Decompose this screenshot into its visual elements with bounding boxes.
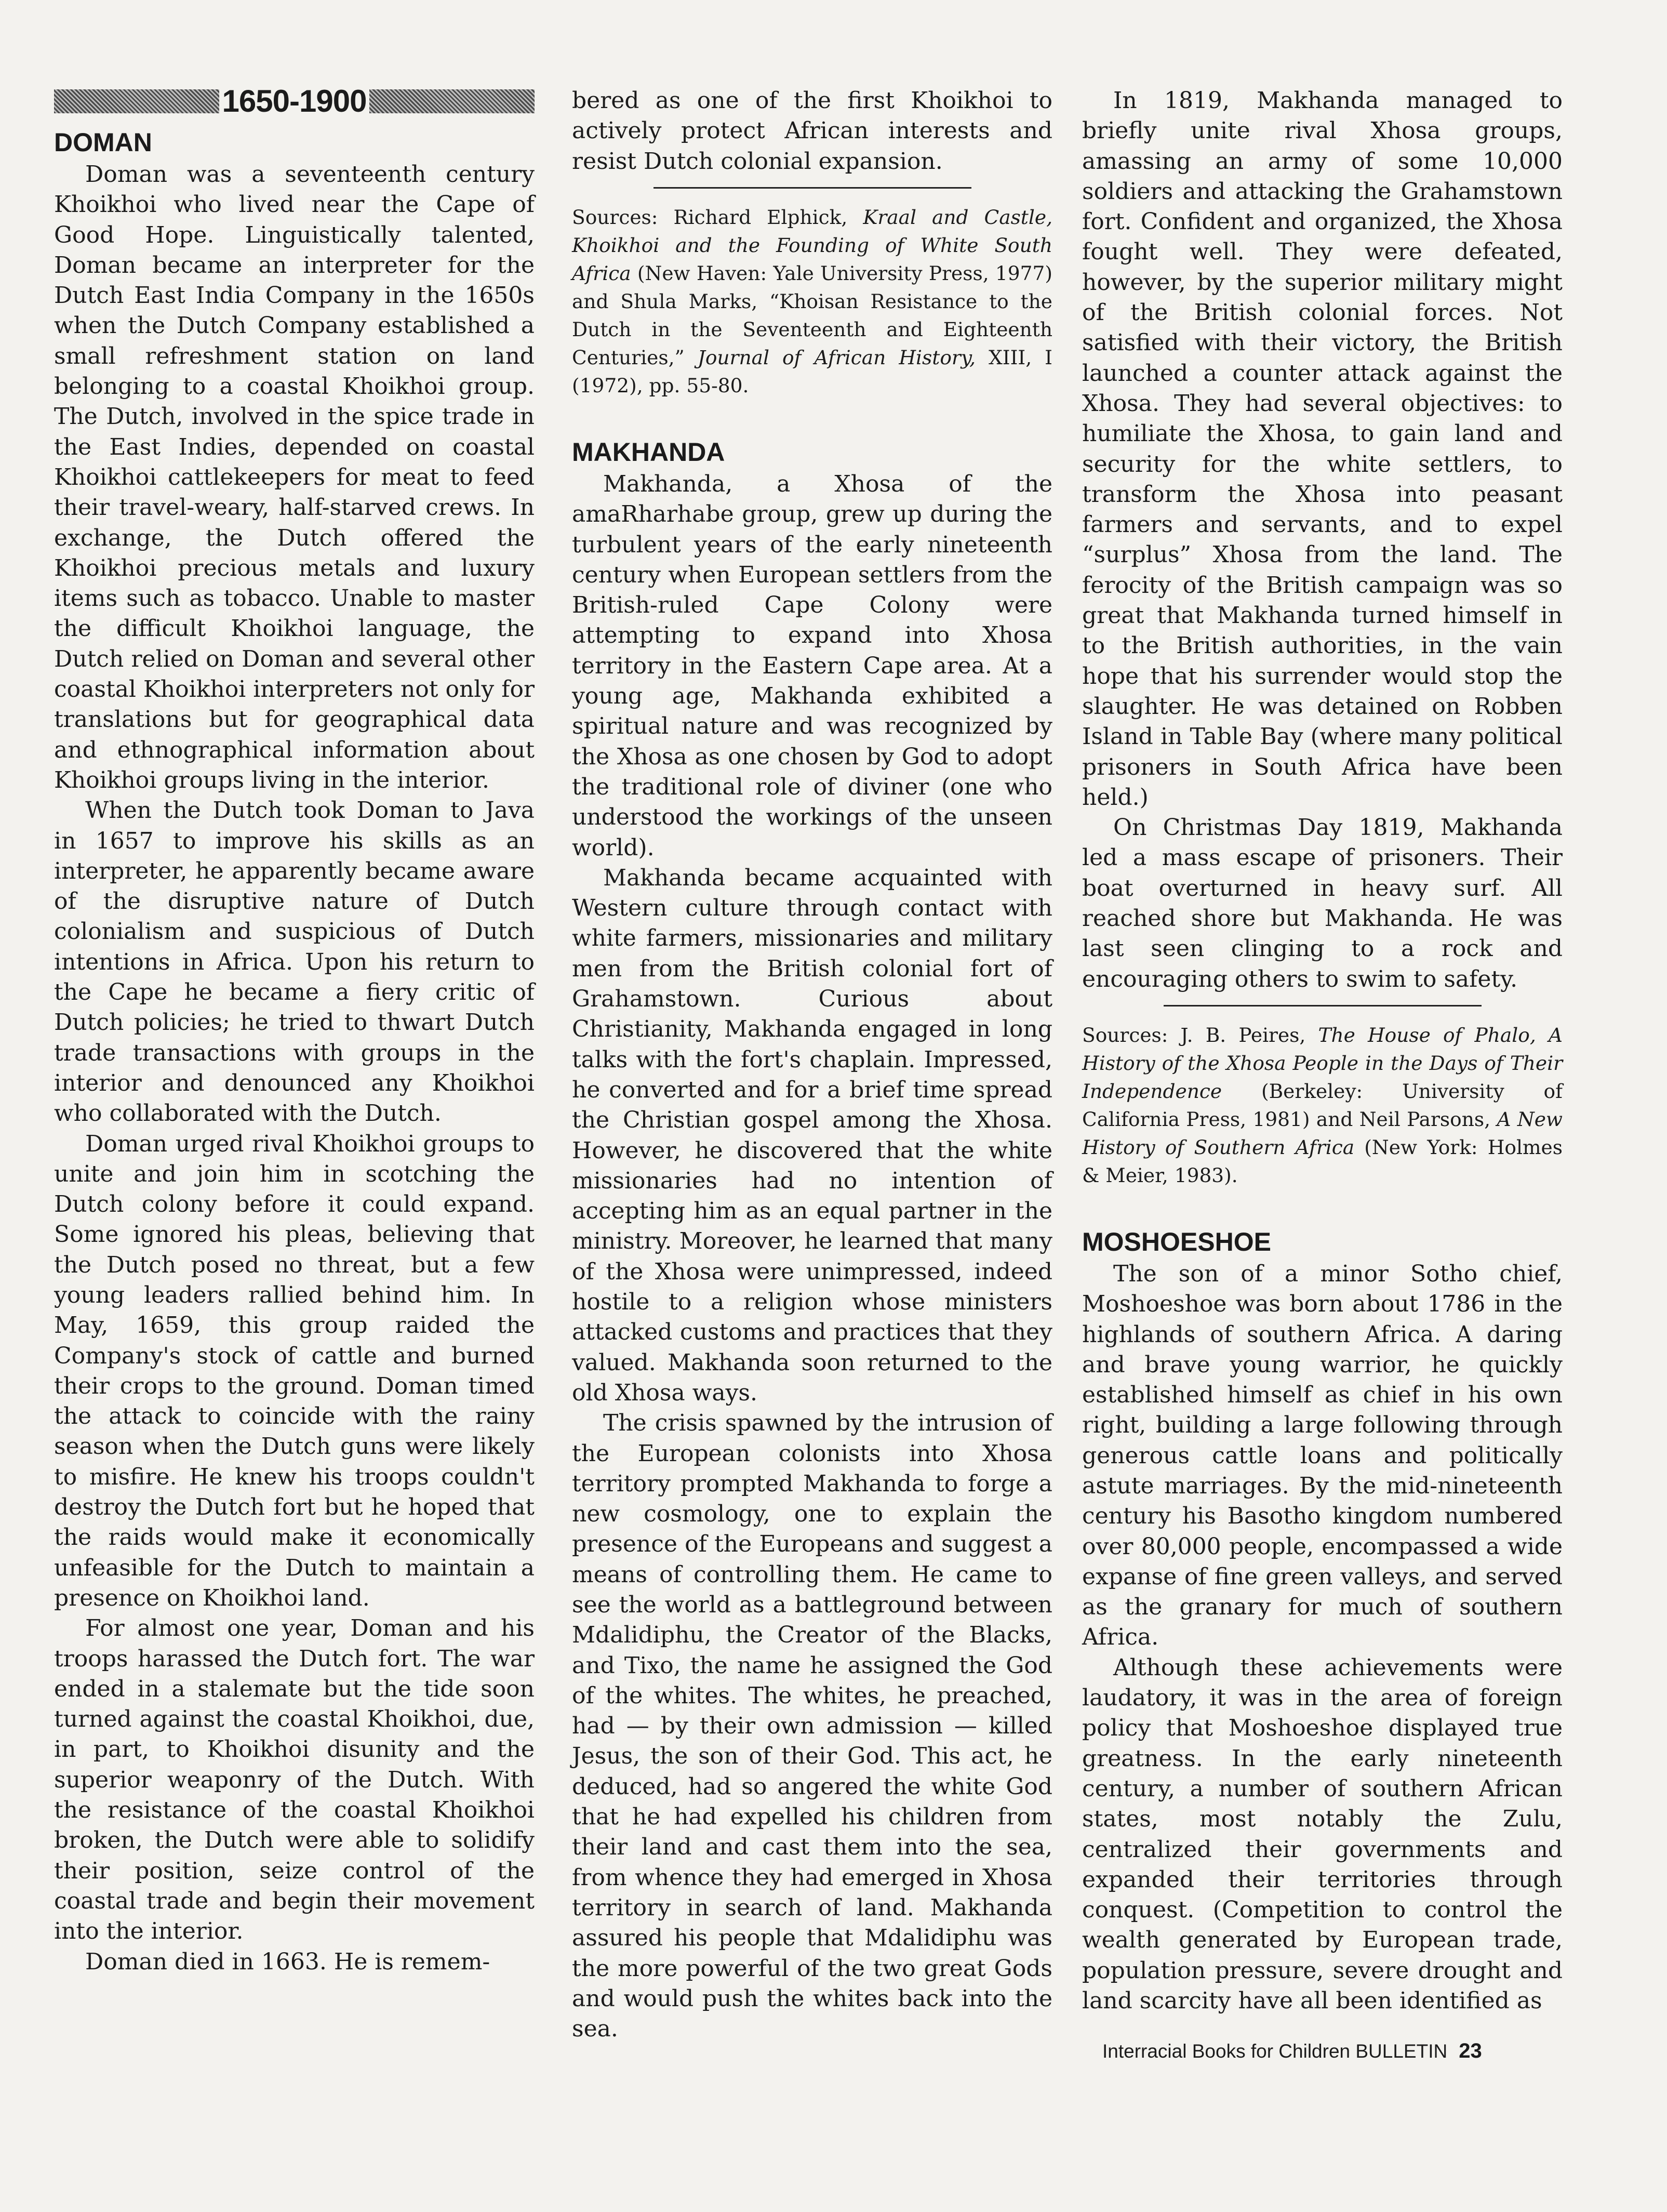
- makhanda-sources: [1082, 1021, 1563, 1189]
- doman-paragraph: For almost one year, Doman and his troops harassed the Dutch fort. The war ended in a stalemate but the tide soon turned against the coastal Khoikhoi, due, in part, to Khoikhoi disunity and the superior weaponry of the Dutch. With the resistance of the coastal Khoikhoi broken, the Dutch were able to solidify their position, seize control of the coastal trade and begin their movement into the interior.: [54, 1615, 535, 1945]
- banner-left-pattern: [54, 89, 219, 113]
- sources-text: (Berkeley: University of California Press, 1981) and Neil Parsons,: [1082, 1079, 1563, 1131]
- section-divider: [1164, 1005, 1482, 1006]
- makhanda-paragraph: Makhanda, a Xhosa of the amaRharhabe group, grew up during the turbulent years of the early nineteenth century when European settlers from the British-ruled Cape Colony were attempting to expand into Xhosa territory in the Eastern Cape area. At a young age, Makhanda exhibited a spiritual nature and was recognized by the Xhosa as one chosen by God to adopt the traditional role of diviner (one who understood the workings of the unseen world).: [572, 471, 1052, 861]
- makhanda-paragraph: In 1819, Makhanda managed to briefly unite rival Xhosa groups, amassing an army of some 10,000 soldiers and attacking the Grahamstown fort. Confident and organized, the Xhosa fought well. They were defeated, however, by the superior military might of the British colonial forces. Not satisfied with their victory, the British launched a counter attack against the Xhosa. They had several objectives: to humiliate the Xhosa, to gain land and security for the white settlers, to transform the Xhosa into peasant farmers and servants, and to expel “surplus” Xhosa from the land. The ferocity of the British campaign was so great that Makhanda turned himself in to the British authorities, in the vain hope that his surrender would stop the slaughter. He was detained on Robben Island in Table Bay (where many political prisoners in South Africa have been held.): [1082, 87, 1563, 811]
- sources-text: Sources: J. B. Peires,: [1082, 1023, 1318, 1047]
- doman-paragraph-continued: [572, 86, 1052, 177]
- doman-paragraph: When the Dutch took Doman to Java in 1657 to improve his skills as an interpreter, he apparently became aware of the disruptive nature of Dutch colonialism and suspicious of Dutch intentions in Africa. Upon his return to the Cape he became a fiery critic of Dutch policies; he tried to thwart Dutch trade transactions with groups in the interior and denounced any Khoikhoi who collaborated with the Dutch.: [54, 797, 535, 1127]
- sources-text: XIII, I (1972), pp. 55-80.: [572, 346, 1052, 397]
- section-divider: [654, 187, 971, 189]
- makhanda-paragraph: The crisis spawned by the intrusion of the European colonists into Xhosa territory prompted Makhanda to forge a new cosmology, one to explain the presence of the Europeans and suggest a means of controlling them. He came to see the world as a battleground between Mdalidiphu, the Creator of the Blacks, and Tixo, the name he assigned the God of the whites. The whites, he preached, had — by their own admission — killed Jesus, the son of their God. This act, he deduced, had so angered the white God that he had expelled his children from their land and cast them into the sea, from whence they had emerged in Xhosa territory in search of land. Makhanda assured his people that Mdalidiphu was the more powerful of the two great Gods and would push the whites back into the sea.: [572, 1410, 1052, 2043]
- sources-text: Sources: Richard Elphick,: [572, 206, 863, 229]
- page-number: 23: [1459, 2039, 1482, 2062]
- era-banner: [54, 83, 535, 118]
- sources-text: (New Haven: Yale University Press, 1977) and Shula Marks, “Khoisan Resistance to the Dutch in the Seventeenth and Eighteenth Centuries,”: [572, 262, 1052, 369]
- doman-last-text: Doman died in 1663. He is remem-: [85, 1948, 490, 1975]
- doman-continued-text: bered as one of the first Khoikhoi to actively protect African interests and resist Dutch colonial expansion.: [572, 87, 1052, 175]
- sources-text: (New York: Holmes & Meier, 1983).: [1082, 1135, 1563, 1187]
- sources-book-title: A New History of Southern Africa: [1082, 1107, 1563, 1159]
- banner-right-pattern: [369, 89, 535, 113]
- column-3: [1082, 86, 1563, 2016]
- doman-paragraph-last: [54, 1947, 535, 1977]
- doman-paragraph: Doman was a seventeenth century Khoikhoi who lived near the Cape of Good Hope. Linguistically talented, Doman became an interpreter for the Dutch East India Company in the 1650s when the Dutch Company established a small refreshment station on land belonging to a coastal Khoikhoi group. The Dutch, involved in the spice trade in the East Indies, depended on coastal Khoikhoi cattlekeepers for meat to feed their travel-weary, half-starved crews. In exchange, the Dutch offered the Khoikhoi precious metals and luxury items such as tobacco. Unable to master the difficult Khoikhoi language, the Dutch relied on Doman and several other coastal Khoikhoi interpreters not only for translations but for geographical data and ethnographical information about Khoikhoi groups living in the interior.: [54, 161, 535, 793]
- makhanda-paragraph: On Christmas Day 1819, Makhanda led a mass escape of prisoners. Their boat overturned in heavy surf. All reached shore but Makhanda. He was last seen clinging to a rock and encouraging others to swim to safety.: [1082, 814, 1563, 992]
- doman-sources: [572, 203, 1052, 400]
- sources-book-title: The House of Phalo, A History of the Xhosa People in the Days of Their Independence: [1082, 1023, 1563, 1103]
- doman-paragraph: Doman urged rival Khoikhoi groups to unite and join him in scotching the Dutch colony before it could expand. Some ignored his pleas, believing that the Dutch posed no threat, but a few young leaders rallied behind him. In May, 1659, this group raided the Company's stock of cattle and burned their crops to the ground. Doman timed the attack to coincide with the rainy season when the Dutch guns were likely to misfire. He knew his troops couldn't destroy the Dutch fort but he hoped that the raids would make it economically unfeasible for the Dutch to maintain a presence on Khoikhoi land.: [54, 1130, 535, 1611]
- era-label: 1650-1900: [222, 83, 367, 118]
- doman-heading: DOMAN: [54, 128, 152, 157]
- publication-name: Interracial Books for Children BULLETIN: [1102, 2041, 1448, 2062]
- column-1: [54, 83, 535, 1977]
- column-2: [572, 86, 1052, 2044]
- moshoeshoe-paragraph: The son of a minor Sotho chief, Moshoeshoe was born about 1786 in the highlands of southern Africa. A daring and brave young warrior, he quickly established himself as chief in his own right, building a large following through generous cattle loans and politically astute marriages. By the mid-nineteenth century his Basotho kingdom numbered over 80,000 people, encompassed a wide expanse of fine green valleys, and served as the granary for much of southern Africa.: [1082, 1260, 1563, 1651]
- page-footer: [1102, 2039, 1482, 2063]
- makhanda-paragraph: Makhanda became acquainted with Western culture through contact with white farmers, missionaries and military men from the British colonial fort of Grahamstown. Curious about Christianity, Makhanda engaged in long talks with the fort's chaplain. Impressed, he converted and for a brief time spread the Christian gospel among the Xhosa. However, he discovered that the white missionaries had no intention of accepting him as an equal partner in the ministry. Moreover, he learned that many of the Xhosa were unimpressed, indeed hostile to a religion whose ministers attacked customs and practices that they valued. Makhanda soon returned to the old Xhosa ways.: [572, 864, 1052, 1406]
- sources-book-title: Kraal and Castle, Khoikhoi and the Founding of White South Africa: [572, 206, 1052, 285]
- sources-journal-title: Journal of African History,: [697, 346, 976, 369]
- moshoeshoe-paragraph: Although these achievements were laudatory, it was in the area of foreign policy that Moshoeshoe displayed true greatness. In the early nineteenth century, a number of southern African states, most notably the Zulu, centralized their governments and expanded their territories through conquest. (Competition to control the wealth generated by European trade, population pressure, severe drought and land scarcity have all been identified as: [1082, 1654, 1563, 2015]
- moshoeshoe-heading: MOSHOESHOE: [1082, 1227, 1271, 1256]
- makhanda-heading: MAKHANDA: [572, 438, 725, 467]
